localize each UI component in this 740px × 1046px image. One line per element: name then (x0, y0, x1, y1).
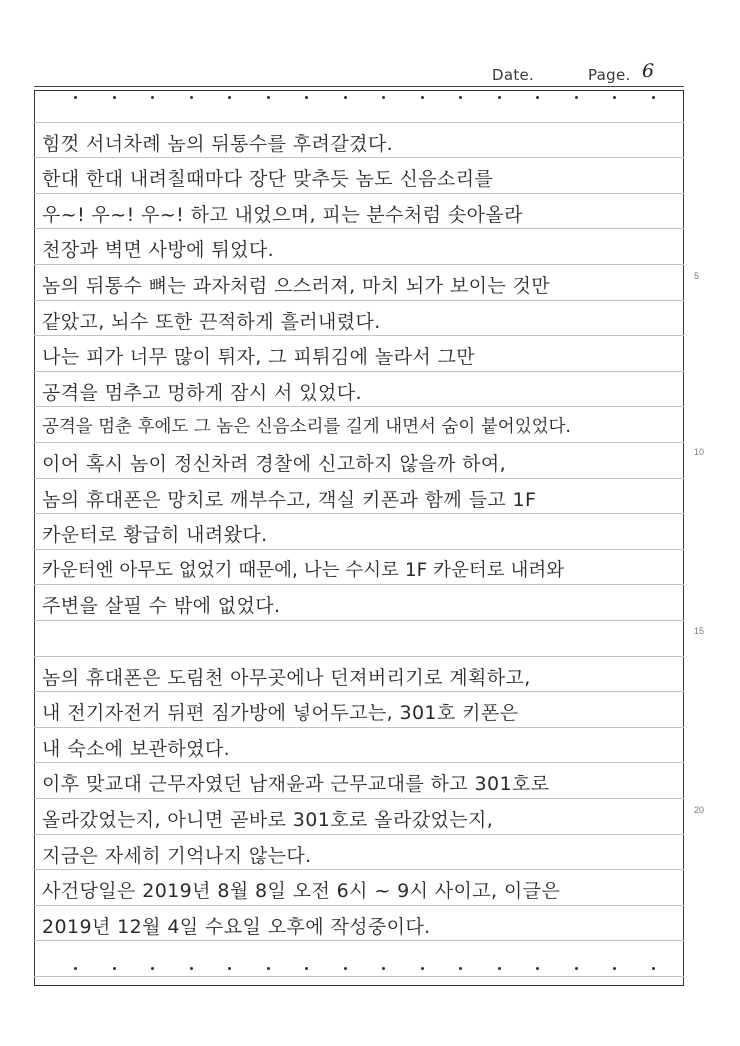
ruler-dot (498, 967, 501, 970)
text-line: 카운터엔 아무도 없었기 때문에, 나는 수시로 1F 카운터로 내려와 (42, 559, 565, 581)
text-line: 놈의 뒤통수 뼈는 과자처럼 으스러져, 마치 뇌가 보이는 것만 (42, 274, 551, 297)
ruled-line (34, 905, 684, 906)
date-label: Date. (492, 66, 535, 84)
ruled-line (34, 300, 684, 301)
ruled-line (34, 193, 684, 194)
ruled-line (34, 834, 684, 835)
ruled-line (34, 442, 684, 443)
ruler-dot (344, 96, 347, 99)
ruled-line (34, 656, 684, 657)
ruler-dot (575, 96, 578, 99)
text-line: 카운터로 황급히 내려왔다. (42, 524, 268, 547)
text-line: 이후 맞교대 근무자였던 남재윤과 근무교대를 하고 301호로 (42, 773, 550, 796)
text-line: 주변을 살필 수 밖에 없었다. (42, 595, 281, 618)
ruled-line (34, 798, 684, 799)
text-line: 힘껏 서너차례 놈의 뒤통수를 후려갈겼다. (42, 132, 394, 155)
ruler-dot (421, 967, 424, 970)
ruled-line (34, 406, 684, 407)
ruled-line (34, 940, 684, 941)
ruled-line (34, 762, 684, 763)
ruler-dot (113, 96, 116, 99)
ruled-line (34, 264, 684, 265)
ruled-line (34, 228, 684, 229)
ruled-line (34, 620, 684, 621)
ruler-dot (190, 96, 193, 99)
line-number-20: 20 (694, 805, 705, 815)
ruler-dot (536, 967, 539, 970)
ruler-dot (151, 96, 154, 99)
ruler-dot (652, 96, 655, 99)
ruler-dot (344, 967, 347, 970)
ruled-line (34, 157, 684, 158)
text-line: 2019년 12월 4일 수요일 오후에 작성중이다. (42, 915, 431, 938)
ruler-dot (228, 967, 231, 970)
page-header (490, 62, 690, 88)
text-line: 놈의 휴대폰은 도림천 아무곳에나 던져버리기로 계획하고, (42, 666, 531, 689)
ruler-dot (421, 96, 424, 99)
ruler-dot (652, 967, 655, 970)
ruled-line (34, 478, 684, 479)
ruler-dot (575, 967, 578, 970)
ruler-dot (74, 96, 77, 99)
ruler-dot (267, 967, 270, 970)
text-line: 같았고, 뇌수 또한 끈적하게 흘러내렸다. (42, 310, 381, 333)
ruler-dot (305, 96, 308, 99)
ruler-dot (536, 96, 539, 99)
ruled-line (34, 727, 684, 728)
text-line: 천장과 벽면 사방에 튀었다. (42, 239, 275, 262)
page-number: 6 (642, 60, 655, 82)
text-line: 내 숙소에 보관하였다. (42, 737, 231, 760)
text-line: 우~! 우~! 우~! 하고 내었으며, 피는 분수처럼 솟아올라 (42, 203, 523, 226)
ruled-line (34, 691, 684, 692)
line-number-15: 15 (694, 626, 705, 636)
ruled-line (34, 976, 684, 977)
ruler-dot (382, 967, 385, 970)
page-label: Page. (588, 66, 631, 84)
ruler-dot (613, 967, 616, 970)
text-line: 공격을 멈추고 멍하게 잠시 서 있었다. (42, 381, 362, 404)
ruler-dot (305, 967, 308, 970)
bottom-dot-row (34, 967, 684, 971)
ruled-line (34, 584, 684, 585)
text-line: 놈의 휴대폰은 망치로 깨부수고, 객실 키폰과 함께 들고 1F (42, 488, 537, 511)
ruler-dot (267, 96, 270, 99)
line-number-5: 5 (694, 271, 700, 281)
text-line: 올라갔었는지, 아니면 곧바로 301호로 올라갔었는지, (42, 808, 494, 831)
ruler-dot (113, 967, 116, 970)
ruled-line (34, 513, 684, 514)
top-dot-row (34, 96, 684, 100)
ruler-dot (498, 96, 501, 99)
text-line: 나는 피가 너무 많이 튀자, 그 피튀김에 놀라서 그만 (42, 346, 476, 369)
ruler-dot (228, 96, 231, 99)
text-line: 공격을 멈춘 후에도 그 놈은 신음소리를 길게 내면서 숨이 붙어있었다. (42, 417, 571, 438)
line-number-10: 10 (694, 447, 705, 457)
ruler-dot (151, 967, 154, 970)
ruler-dot (382, 96, 385, 99)
ruler-dot (613, 96, 616, 99)
ruled-line (34, 335, 684, 336)
ruled-line (34, 549, 684, 550)
text-line: 내 전기자전거 뒤편 짐가방에 넣어두고는, 301호 키폰은 (42, 702, 519, 725)
text-line: 한대 한대 내려칠때마다 장단 맞추듯 놈도 신음소리를 (42, 168, 494, 191)
ruled-line (34, 869, 684, 870)
ruled-line (34, 122, 684, 123)
ruler-dot (74, 967, 77, 970)
ruler-dot (459, 967, 462, 970)
ruler-dot (190, 967, 193, 970)
text-line: 이어 혹시 놈이 정신차려 경찰에 신고하지 않을까 하여, (42, 452, 507, 475)
ruled-line (34, 371, 684, 372)
text-line: 지금은 자세히 기억나지 않는다. (42, 844, 312, 867)
text-line: 사건당일은 2019년 8월 8일 오전 6시 ~ 9시 사이고, 이글은 (42, 880, 561, 903)
ruler-dot (459, 96, 462, 99)
top-rule (34, 86, 684, 87)
